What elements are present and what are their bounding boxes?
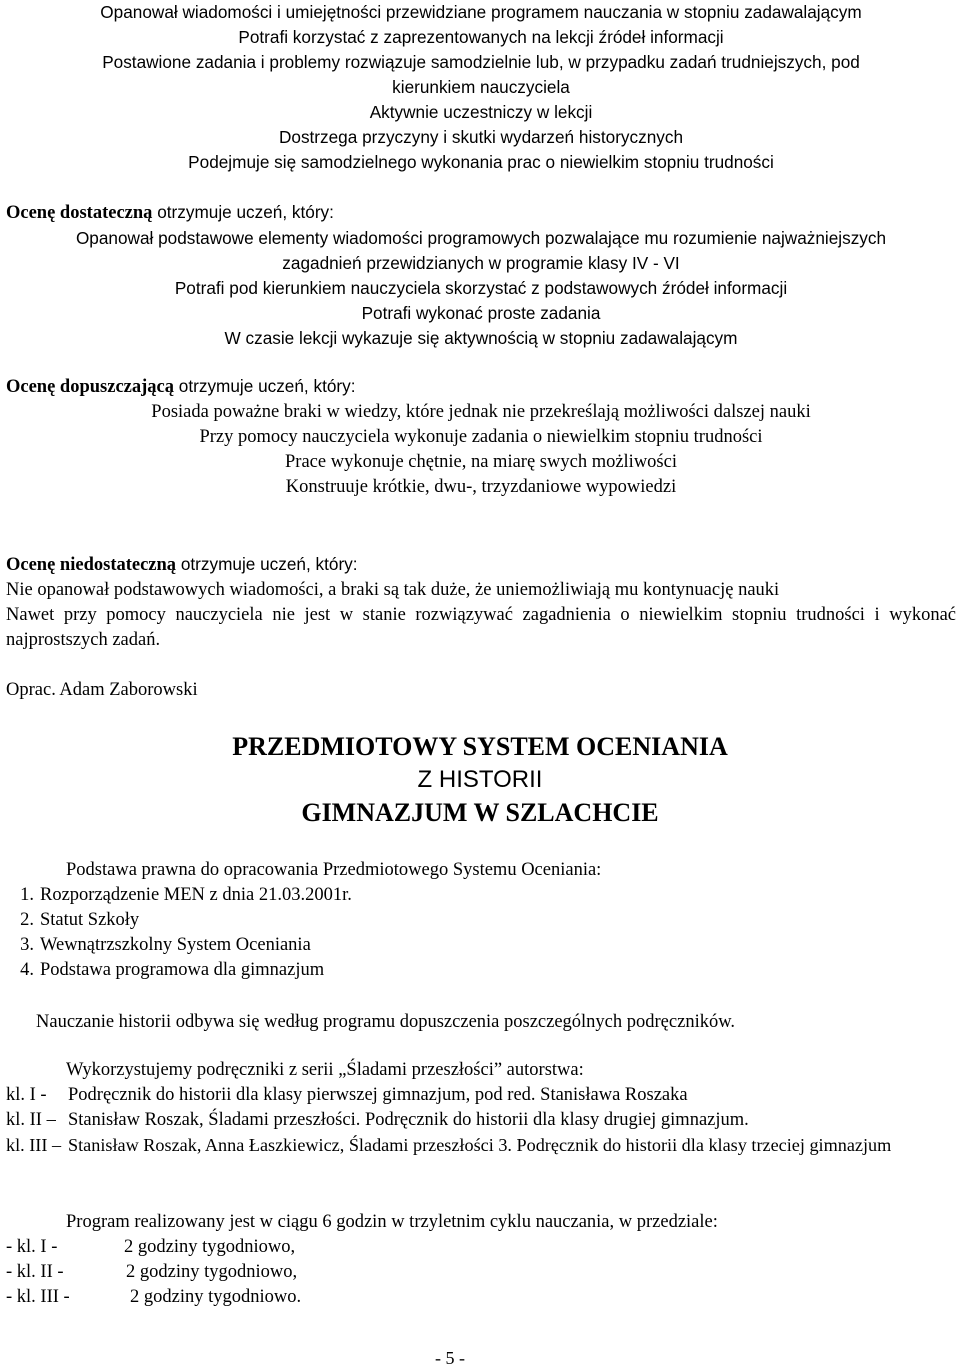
list-item: Potrafi pod kierunkiem nauczyciela skorzystać z podstawowych źródeł informacji [174, 278, 788, 298]
list-item: Posiada poważne braki w wiedzy, które jednak nie przekreślają możliwości dalszej nauki [151, 402, 811, 422]
top-requirements-list [6, 0, 956, 175]
list-item: W czasie lekcji wykazuje się aktywnością w stopniu zadawalającym [224, 328, 738, 348]
list-item: Potrafi wykonać proste zadania [361, 303, 601, 323]
page-number: - 5 - [435, 1348, 465, 1368]
textbook-item: kl. III – Stanisław Roszak, Anna Łaszkiewicz, Śladami przeszłości 3. Podręcznik do historii dla klasy trzeciej gimnazjum [6, 1135, 892, 1155]
list-item: Prace wykonuje chętnie, na miarę swych możliwości [285, 452, 677, 472]
section-heading: Program realizowany jest w ciągu 6 godzin w trzyletnim cyklu nauczania, w przedziale: [66, 1212, 718, 1232]
list-item: Opanował wiadomości i umiejętności przewidziane programem nauczania w stopniu zadawalającym [100, 2, 862, 22]
grade-intro: otrzymuje uczeń, który: [152, 202, 334, 222]
list-item: Postawione zadania i problemy rozwiązuje samodzielnie lub, w przypadku zadań trudniejszych, pod [102, 52, 860, 72]
grade-intro: otrzymuje uczeń, który: [176, 554, 358, 574]
list-item: 4. Podstawa programowa dla gimnazjum [20, 960, 325, 980]
grade-intro: otrzymuje uczeń, który: [174, 376, 356, 396]
legal-basis-section [6, 858, 956, 983]
grade-dopuszczajaca-section [6, 374, 956, 500]
grade-name: Ocenę dopuszczającą [6, 377, 175, 397]
section-heading: Wykorzystujemy podręczniki z serii „Śladami przeszłości” autorstwa: [66, 1060, 584, 1080]
author-text: Oprac. Adam Zaborowski [6, 680, 198, 700]
textbook-item: kl. I - Podręcznik do historii dla klasy pierwszej gimnazjum, pod red. Stanisława Roszaka [6, 1085, 688, 1105]
grade-heading [6, 374, 956, 400]
list-item: Nie opanował podstawowych wiadomości, a braki są tak duże, że uniemożliwiają mu kontynuację nauki [6, 580, 780, 600]
list-item: Aktywnie uczestniczy w lekcji [369, 102, 593, 122]
document-title: PRZEDMIOTOWY SYSTEM OCENIANIA [232, 732, 728, 761]
grade-niedostateczna-section [6, 552, 956, 653]
list-item: 1. Rozporządzenie MEN z dnia 21.03.2001r. [20, 885, 352, 905]
list-item: Podejmuje się samodzielnego wykonania prac o niewielkim stopniu trudności [188, 152, 774, 172]
list-item: 2. Statut Szkoły [20, 910, 140, 930]
schedule-item: - kl. I - 2 godziny tygodniowo, [6, 1237, 296, 1257]
textbook-item: kl. II – Stanisław Roszak, Śladami przeszłości. Podręcznik do historii dla klasy drugiej gimnazjum. [6, 1110, 749, 1130]
list-item: zagadnień przewidzianych w programie klasy IV - VI [282, 253, 680, 273]
school-name: GIMNAZJUM W SZLACHCIE [301, 798, 659, 827]
list-item: 3. Wewnątrzszkolny System Oceniania [20, 935, 311, 955]
textbooks-section [6, 1058, 956, 1158]
list-item: Potrafi korzystać z zaprezentowanych na lekcji źródeł informacji [238, 27, 724, 47]
list-item: Przy pomocy nauczyciela wykonuje zadania o niewielkim stopniu trudności [199, 427, 763, 447]
program-note-text: Nauczanie historii odbywa się według programu dopuszczenia poszczególnych podręczników. [36, 1012, 735, 1032]
program-note [6, 1010, 956, 1035]
list-item: Dostrzega przyczyny i skutki wydarzeń historycznych [278, 127, 684, 147]
author-note [6, 678, 956, 703]
list-item: Nawet przy pomocy nauczyciela nie jest w stanie rozwiązywać zagadnienia o niewielkim stopniu trudności i wykonać najprostszych zadań. [6, 605, 956, 650]
document-subtitle: Z HISTORII [417, 766, 543, 793]
list-item: Opanował podstawowe elementy wiadomości programowych pozwalające mu rozumienie najważniejszych [75, 228, 887, 248]
grade-heading [6, 552, 956, 578]
grade-name: Ocenę dostateczną [6, 203, 153, 223]
list-item: Konstruuje krótkie, dwu-, trzyzdaniowe wypowiedzi [285, 477, 677, 497]
grade-dostateczna-section [6, 200, 956, 351]
section-heading: Podstawa prawna do opracowania Przedmiotowego Systemu Oceniania: [66, 860, 602, 880]
schedule-item: - kl. II - 2 godziny tygodniowo, [6, 1262, 298, 1282]
list-item: kierunkiem nauczyciela [392, 77, 570, 97]
grade-name: Ocenę niedostateczną [6, 555, 177, 575]
schedule-item: - kl. III - 2 godziny tygodniowo. [6, 1287, 302, 1307]
grade-heading [6, 200, 956, 226]
schedule-section [6, 1210, 956, 1310]
